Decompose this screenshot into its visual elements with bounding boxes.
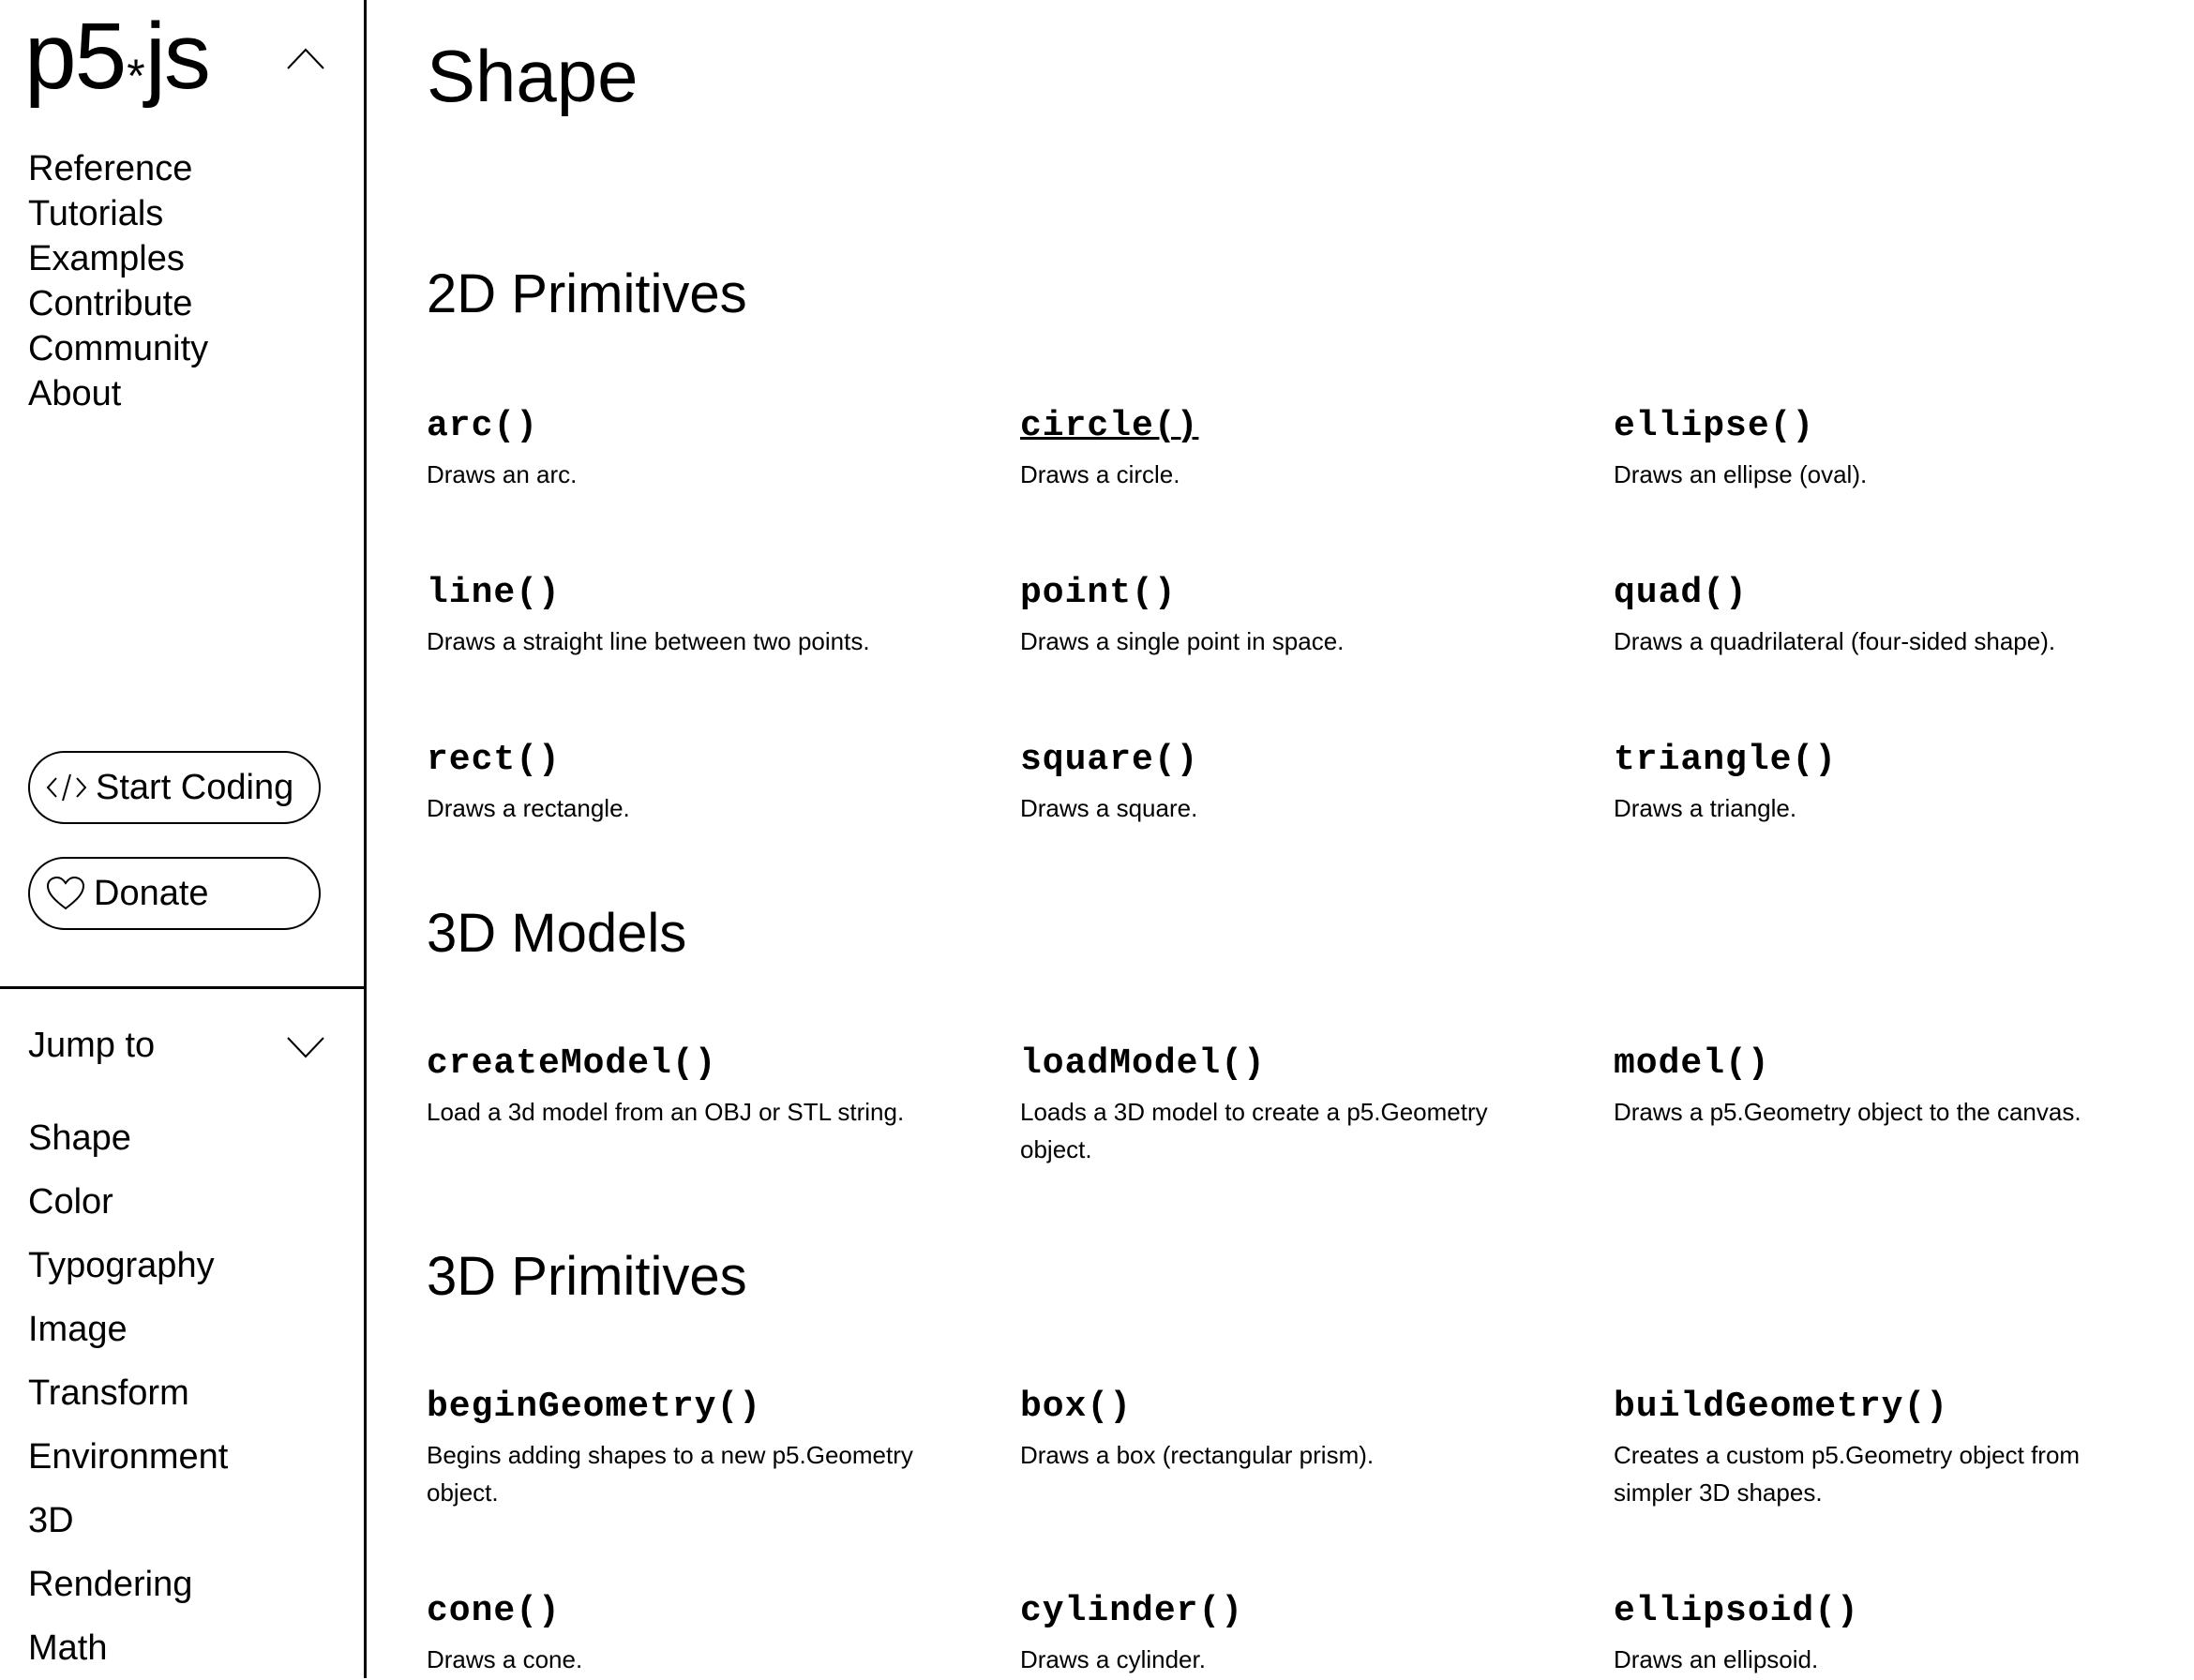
sidebar [0, 0, 367, 1678]
function-item [1614, 406, 2157, 493]
function-link[interactable]: model() [1614, 1043, 1770, 1084]
function-description: Begins adding shapes to a new p5.Geometry object. [427, 1441, 913, 1507]
jump-item-image[interactable]: Image [28, 1310, 128, 1349]
nav-reference[interactable]: Reference [28, 149, 193, 188]
function-link[interactable]: rect() [427, 740, 561, 780]
function-item [427, 573, 970, 660]
function-link[interactable]: triangle() [1614, 740, 1838, 780]
heart-icon [45, 876, 86, 911]
function-link[interactable]: arc() [427, 406, 539, 446]
function-item [427, 1591, 970, 1678]
function-item [1020, 1387, 1564, 1474]
function-link[interactable]: line() [427, 573, 561, 613]
jump-item-shape[interactable]: Shape [28, 1118, 131, 1158]
jump-item-typography[interactable]: Typography [28, 1246, 215, 1285]
function-link[interactable]: createModel() [427, 1043, 717, 1084]
function-description: Draws a straight line between two points. [427, 627, 870, 655]
section-heading: 3D Models [427, 903, 687, 964]
function-description: Draws a single point in space. [1020, 627, 1345, 655]
function-item [1614, 1591, 2157, 1678]
function-description: Load a 3d model from an OBJ or STL string. [427, 1098, 905, 1126]
function-item [427, 740, 970, 827]
function-description: Draws an ellipsoid. [1614, 1645, 1819, 1673]
function-item [1614, 1043, 2157, 1131]
function-link[interactable]: quad() [1614, 573, 1748, 613]
nav-community[interactable]: Community [28, 329, 209, 368]
function-item [1020, 1043, 1564, 1168]
function-description: Draws a quadrilateral (four-sided shape). [1614, 627, 2056, 655]
main-nav [28, 146, 208, 416]
section-heading: 2D Primitives [427, 263, 747, 324]
chevron-up-icon[interactable] [287, 47, 324, 69]
function-description: Draws a square. [1020, 794, 1198, 822]
function-link[interactable]: ellipsoid() [1614, 1591, 1859, 1631]
function-item [1020, 406, 1564, 493]
p5js-logo[interactable] [24, 4, 209, 109]
donate-label: Donate [94, 873, 209, 913]
function-link[interactable]: box() [1020, 1387, 1133, 1427]
sidebar-divider [0, 986, 367, 989]
start-coding-button[interactable] [28, 751, 321, 824]
logo-text: js [144, 4, 209, 109]
logo-text: p5 [24, 4, 126, 109]
function-link[interactable]: cone() [427, 1591, 561, 1631]
function-item [427, 406, 970, 493]
function-description: Draws a triangle. [1614, 794, 1797, 822]
function-link[interactable]: square() [1020, 740, 1199, 780]
function-item [1614, 1387, 2157, 1511]
function-item [1020, 740, 1564, 827]
function-item [427, 1387, 970, 1511]
jump-item-color[interactable]: Color [28, 1182, 113, 1222]
function-description: Draws an ellipse (oval). [1614, 460, 1868, 488]
function-link[interactable]: buildGeometry() [1614, 1387, 1949, 1427]
function-description: Draws a cone. [427, 1645, 583, 1673]
function-link[interactable]: circle() [1020, 406, 1199, 446]
function-description: Draws a cylinder. [1020, 1645, 1206, 1673]
function-description: Draws a p5.Geometry object to the canvas. [1614, 1098, 2081, 1126]
function-link[interactable]: beginGeometry() [427, 1387, 762, 1427]
code-icon [45, 772, 88, 803]
page-title: Shape [427, 35, 639, 117]
donate-button[interactable] [28, 857, 321, 930]
jump-to-toggle[interactable]: Jump to [28, 1026, 156, 1065]
start-coding-label: Start Coding [96, 767, 294, 807]
nav-contribute[interactable]: Contribute [28, 284, 193, 323]
function-description: Loads a 3D model to create a p5.Geometry object. [1020, 1098, 1488, 1163]
jump-item-transform[interactable]: Transform [28, 1373, 189, 1413]
function-item [1614, 573, 2157, 660]
jump-item-environment[interactable]: Environment [28, 1437, 229, 1477]
function-link[interactable]: ellipse() [1614, 406, 1815, 446]
nav-examples[interactable]: Examples [28, 239, 185, 278]
function-item [1020, 1591, 1564, 1678]
function-link[interactable]: cylinder() [1020, 1591, 1244, 1631]
function-description: Draws a circle. [1020, 460, 1180, 488]
function-link[interactable]: point() [1020, 573, 1177, 613]
function-item [1614, 740, 2157, 827]
chevron-down-icon[interactable] [287, 1037, 324, 1059]
function-description: Draws an arc. [427, 460, 578, 488]
section-heading: 3D Primitives [427, 1246, 747, 1307]
nav-about[interactable]: About [28, 374, 122, 413]
function-description: Draws a rectangle. [427, 794, 630, 822]
function-link[interactable]: loadModel() [1020, 1043, 1266, 1084]
function-description: Draws a box (rectangular prism). [1020, 1441, 1375, 1469]
nav-tutorials[interactable]: Tutorials [28, 194, 164, 233]
jump-to-list [28, 1106, 228, 1680]
jump-item-math[interactable]: Math [28, 1628, 108, 1668]
function-item [427, 1043, 970, 1131]
function-description: Creates a custom p5.Geometry object from simpler 3D shapes. [1614, 1441, 2081, 1507]
jump-item-rendering[interactable]: Rendering [28, 1565, 193, 1604]
jump-item-3d[interactable]: 3D [28, 1501, 74, 1540]
function-item [1020, 573, 1564, 660]
logo-asterisk: * [127, 50, 143, 102]
